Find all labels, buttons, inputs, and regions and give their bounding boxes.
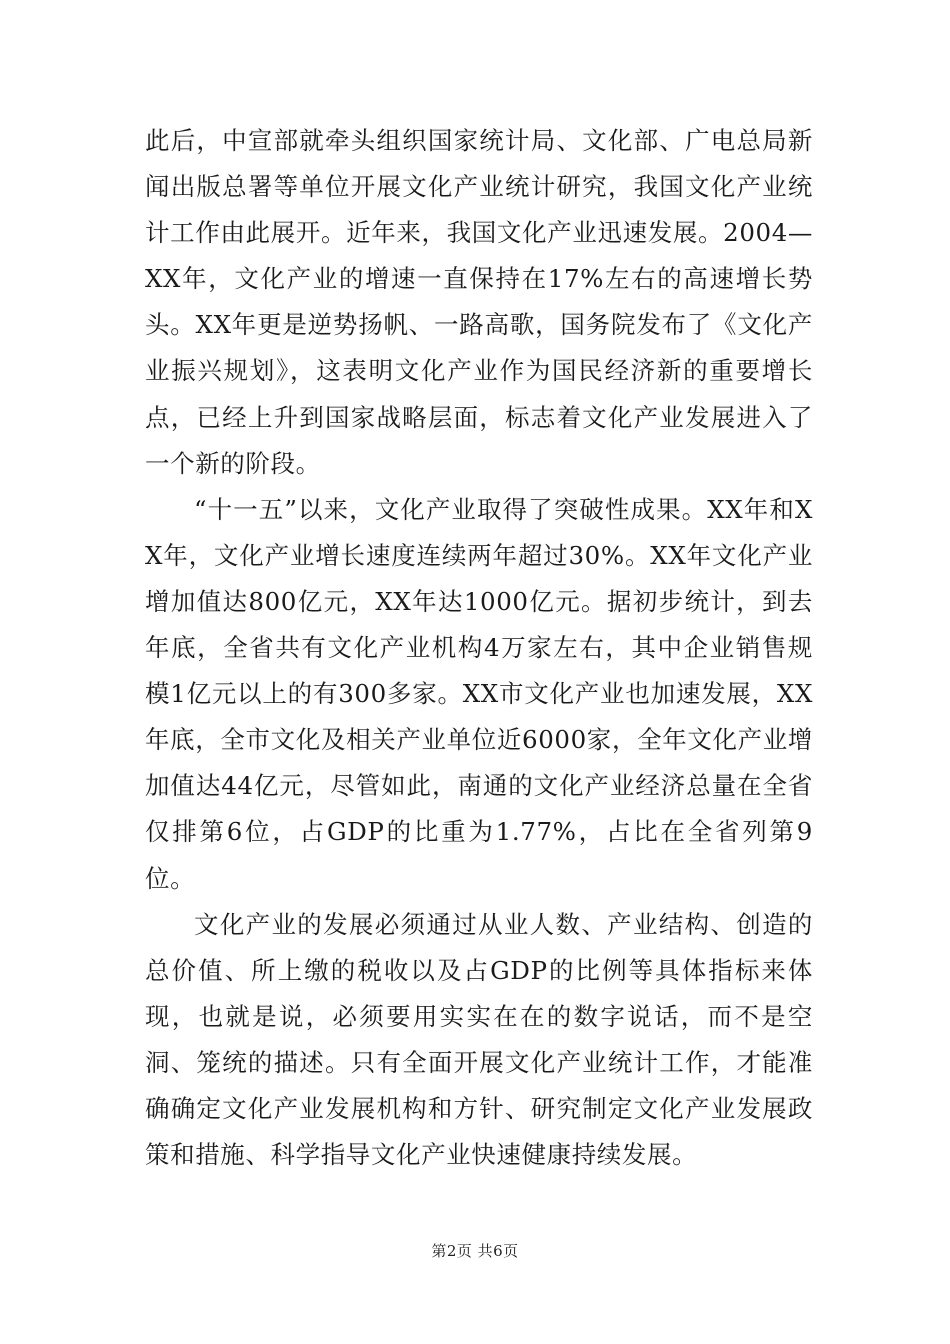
page-number-footer: 第2页 共6页 (431, 1242, 519, 1260)
paragraph-statistics-importance: 文化产业的发展必须通过从业人数、产业结构、创造的总价值、所上缴的税收以及占GDP的比例等具体指标来体现，也就是说，必须要用实实在在的数字说话，而不是空洞、笼统的描述。只有全面开展文化产业统计工作，才能准确确定文化产业发展机构和方针、研究制定文化产业发展政策和措施、科学指导文化产业快速健康持续发展。 (145, 909, 813, 1170)
paragraph-eleventh-five-year: “十一五”以来，文化产业取得了突破性成果。XX年和XX年，文化产业增长速度连续两年超过30%。XX年文化产业增加值达800亿元，XX年达1000亿元。据初步统计，到去年底，全省共有文化产业机构4万家左右，其中企业销售规模1亿元以上的有300多家。XX市文化产业也加速发展，XX年底，全市文化及相关产业单位近6000家，全年文化产业增加值达44亿元，尽管如此，南通的文化产业经济总量在全省仅排第6位，占GDP的比重为1.77%，占比在全省列第9位。 (145, 494, 814, 893)
paragraph-continuation: 此后，中宣部就牵头组织国家统计局、文化部、广电总局新闻出版总署等单位开展文化产业统计研究，我国文化产业统计工作由此展开。近年来，我国文化产业迅速发展。2004—XX年，文化产业的增速一直保持在17%左右的高速增长势头。XX年更是逆势扬帆、一路高歌，国务院发布了《文化产业振兴规划》，这表明文化产业作为国民经济新的重要增长点，已经上升到国家战略层面，标志着文化产业发展进入了一个新的阶段。 (145, 126, 813, 478)
document-body (145, 118, 813, 1178)
